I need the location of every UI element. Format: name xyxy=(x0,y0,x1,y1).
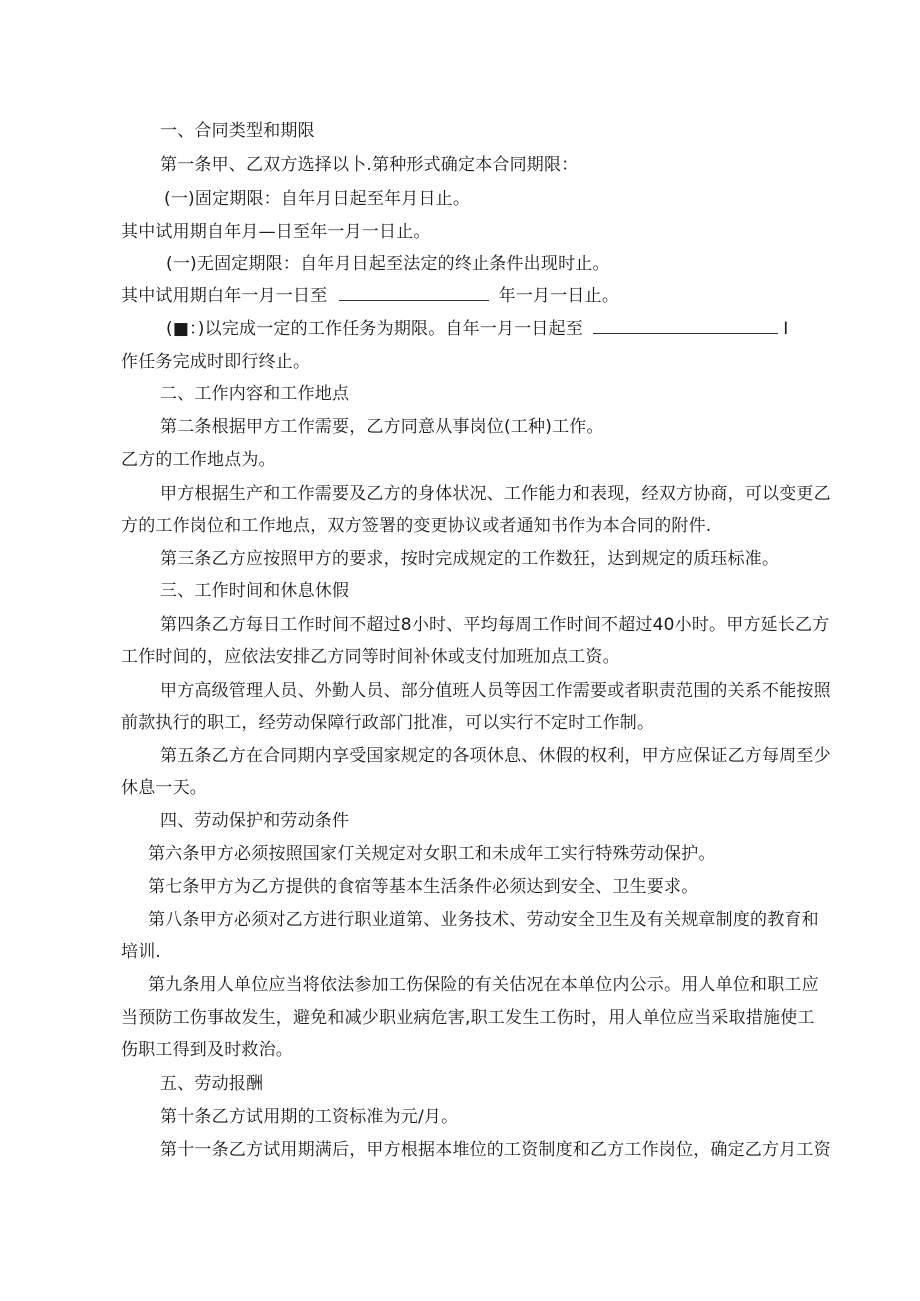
option-task-term-mark: I xyxy=(783,319,789,339)
article-9-line-1: 第九条用人单位应当将依法参加工伤保险的有关估况在本单位内公示。用人单位和职工应 xyxy=(148,975,819,995)
article-5-line-1: 第五条乙方在合同期内享受国家规定的各项休息、休假的权利，甲方应保证乙方每周至少 xyxy=(160,746,831,766)
option-fixed-term: (一)固定期限：自年月日起至年月日止。 xyxy=(164,189,471,209)
article-2: 第二条根据甲方工作需要，乙方同意从事岗位(工种)工作。 xyxy=(160,417,604,437)
work-location: 乙方的工作地点为。 xyxy=(121,450,276,470)
paragraph-exec-2: 前款执行的职工，经劳动保障行政部门批准，可以实行不定时工作制。 xyxy=(121,713,655,733)
option-task-term-text: (■：)以完成一定的工作任务为期限。自年一月一日起至 xyxy=(166,319,584,339)
blank-underline xyxy=(593,317,778,334)
section-heading-5: 五、劳动报酬 xyxy=(160,1074,264,1094)
article-4-line-2: 工作时间的，应依法安排乙方同等时间补休或支付加班加点工资。 xyxy=(121,647,620,667)
paragraph-change-2: 方的工作岗位和工作地点，双方签署的变更协议或者通知书作为本合同的附件. xyxy=(121,516,712,536)
article-8-line-1: 第八条甲方必须对乙方进行职业道第、业务技术、劳动安全卫生及有关规章制度的教育和 xyxy=(148,910,819,930)
article-1: 第一条甲、乙双方选择以卜.第种形式确定本合同期限： xyxy=(160,155,579,175)
probation-line-1: 其中试用期自年月—日至年一月一日止。 xyxy=(121,222,431,242)
section-heading-4: 四、劳动保护和劳动条件 xyxy=(160,811,350,831)
article-5-line-2: 休息一天。 xyxy=(121,778,207,798)
task-completion-line: 作任务完成时即行终止。 xyxy=(121,352,311,372)
section-heading-3: 三、工作时间和休息休假 xyxy=(160,581,350,601)
article-10: 第十条乙方试用期的工资标准为元/月。 xyxy=(160,1107,459,1127)
probation-line-2 xyxy=(121,284,619,308)
option-task-term xyxy=(166,317,788,341)
probation-line-2-end: 年一月一日止。 xyxy=(498,286,620,306)
option-open-term: (一)无固定期限：自年月日起至法定的终止条件出现时止。 xyxy=(166,254,610,274)
article-9-line-3: 伤职工得到及时救治。 xyxy=(121,1040,293,1060)
blank-underline xyxy=(339,284,489,301)
article-3: 第三条乙方应按照甲方的要求，按时完成规定的工作数狂，达到规定的质珏标准。 xyxy=(160,549,780,569)
section-heading-2: 二、工作内容和工作地点 xyxy=(160,384,350,404)
article-9-line-2: 当预防工伤事故发生，避免和减少职业病危害,职工发生工伤时，用人单位应当采取措施使工 xyxy=(121,1008,815,1028)
probation-line-2-start: 其中试用期白年一月一日至 xyxy=(121,286,328,306)
paragraph-change-1: 甲方根据生产和工作需要及乙方的身体状况、工作能力和表现，经双方协商，可以变更乙 xyxy=(160,484,831,504)
article-4-line-1: 第四条乙方每日工作时间不超过8小时、平均每周工作时间不超过40小时。甲方延长乙方 xyxy=(160,615,830,635)
article-6: 第六条甲方必须按照国家仃关规定对女职工和未成年工实行特殊劳动保护。 xyxy=(148,844,716,864)
article-7: 第七条甲方为乙方提供的食宿等基本生活条件必须达到安全、卫生要求。 xyxy=(148,877,699,897)
article-11-line-1: 第十一条乙方试用期满后，甲方根据本堆位的工资制度和乙方工作岗位，确定乙方月工资 xyxy=(160,1140,831,1160)
section-heading-1: 一、合同类型和期限 xyxy=(160,121,315,141)
article-8-line-2: 培训. xyxy=(121,942,162,962)
paragraph-exec-1: 甲方高级管理人员、外勤人员、部分值班人员等因工作需要或者职责范围的关系不能按照 xyxy=(160,681,831,701)
